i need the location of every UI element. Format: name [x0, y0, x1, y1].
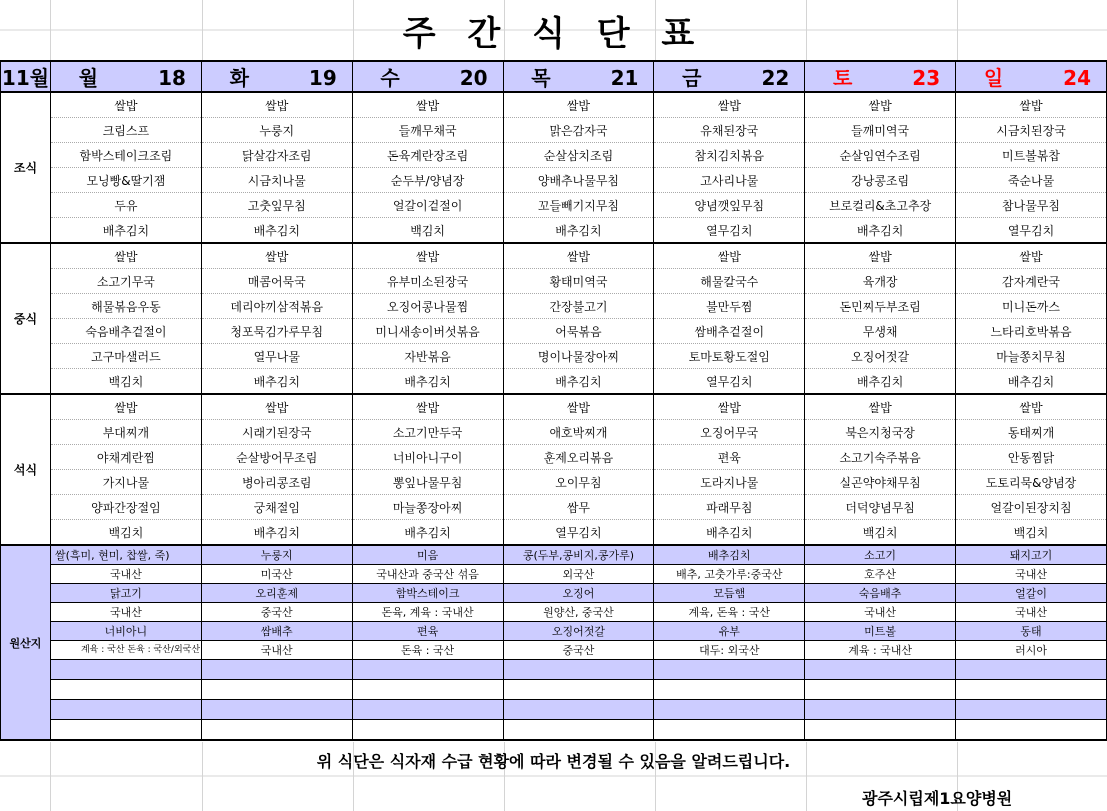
menu-row [1, 520, 1107, 546]
menu-cell: 쌀밥 [956, 394, 1107, 420]
origin-blank-cell [805, 700, 956, 720]
origin-cell: 유부 [654, 622, 805, 641]
month-cell: 11월 [1, 61, 51, 92]
menu-row [1, 243, 1107, 269]
origin-cell: 계육, 돈육 : 국산 [654, 603, 805, 622]
menu-cell: 명이나물장아찌 [503, 344, 654, 369]
origin-row [1, 622, 1107, 641]
day-date: 18 [158, 66, 186, 90]
menu-cell: 모닝빵&딸기잼 [50, 168, 201, 193]
menu-cell: 자반볶음 [352, 344, 503, 369]
origin-cell: 쌈배추 [201, 622, 352, 641]
menu-cell: 육개장 [805, 269, 956, 294]
origin-blank-row [1, 680, 1107, 700]
day-header [503, 61, 654, 92]
menu-cell: 백김치 [50, 520, 201, 546]
menu-cell: 쌀밥 [50, 394, 201, 420]
menu-cell: 오징어젓갈 [805, 344, 956, 369]
meal-label: 조식 [1, 92, 51, 243]
meal-label: 중식 [1, 243, 51, 394]
menu-cell: 순두부/양념장 [352, 168, 503, 193]
menu-row [1, 269, 1107, 294]
menu-cell: 쌀밥 [352, 92, 503, 118]
menu-cell: 양배추나물무침 [503, 168, 654, 193]
menu-cell: 배추김치 [201, 218, 352, 244]
menu-cell: 고사리나물 [654, 168, 805, 193]
menu-cell: 순살임연수조림 [805, 143, 956, 168]
menu-cell: 쌀밥 [956, 92, 1107, 118]
origin-cell: 쌀(흑미, 현미, 찹쌀, 죽) [50, 545, 201, 565]
menu-cell: 유부미소된장국 [352, 269, 503, 294]
origin-cell: 국내산 [805, 603, 956, 622]
origin-cell: 러시아 [956, 641, 1107, 660]
menu-cell: 궁채절임 [201, 495, 352, 520]
menu-cell: 배추김치 [201, 369, 352, 395]
menu-cell: 도토리묵&양념장 [956, 470, 1107, 495]
menu-cell: 애호박찌개 [503, 420, 654, 445]
menu-row [1, 420, 1107, 445]
origin-cell: 돼지고기 [956, 545, 1107, 565]
origin-blank-cell [805, 680, 956, 700]
menu-row [1, 193, 1107, 218]
menu-cell: 열무나물 [201, 344, 352, 369]
origin-blank-cell [654, 700, 805, 720]
menu-cell: 시금치나물 [201, 168, 352, 193]
menu-cell: 강낭콩조림 [805, 168, 956, 193]
menu-cell: 시래기된장국 [201, 420, 352, 445]
menu-row [1, 218, 1107, 244]
origin-row [1, 641, 1107, 660]
origin-blank-cell [503, 680, 654, 700]
menu-cell: 감자계란국 [956, 269, 1107, 294]
origin-blank-cell [201, 700, 352, 720]
day-header [956, 61, 1107, 92]
menu-cell: 쌀밥 [805, 243, 956, 269]
menu-cell: 가지나물 [50, 470, 201, 495]
menu-cell: 배추김치 [805, 369, 956, 395]
origin-cell: 동태 [956, 622, 1107, 641]
menu-cell: 쌀밥 [50, 243, 201, 269]
menu-cell: 쌀밥 [654, 243, 805, 269]
menu-cell: 순살삼치조림 [503, 143, 654, 168]
menu-row [1, 143, 1107, 168]
day-date: 23 [912, 66, 941, 90]
menu-cell: 북은지청국장 [805, 420, 956, 445]
menu-cell: 해물칼국수 [654, 269, 805, 294]
menu-cell: 배추김치 [503, 369, 654, 395]
menu-cell: 더덕양념무침 [805, 495, 956, 520]
menu-cell: 열무김치 [956, 218, 1107, 244]
menu-cell: 순살방어무조림 [201, 445, 352, 470]
menu-cell: 오징어콩나물찜 [352, 294, 503, 319]
origin-cell: 모듬햄 [654, 584, 805, 603]
menu-cell: 안동찜닭 [956, 445, 1107, 470]
day-header [654, 61, 805, 92]
origin-blank-cell [201, 680, 352, 700]
menu-cell: 들깨무채국 [352, 118, 503, 143]
origin-cell: 얼갈이 [956, 584, 1107, 603]
day-header [201, 61, 352, 92]
origin-cell: 대두: 외국산 [654, 641, 805, 660]
origin-blank-cell [503, 720, 654, 741]
origin-blank-cell [805, 660, 956, 680]
origin-cell: 닭고기 [50, 584, 201, 603]
day-date: 22 [761, 66, 790, 90]
menu-cell: 쌀밥 [50, 92, 201, 118]
menu-cell: 쌀밥 [805, 92, 956, 118]
menu-cell: 백김치 [805, 520, 956, 546]
menu-cell: 매콤어묵국 [201, 269, 352, 294]
menu-cell: 무생채 [805, 319, 956, 344]
menu-cell: 유채된장국 [654, 118, 805, 143]
menu-cell: 마늘쫑치무침 [956, 344, 1107, 369]
menu-cell: 불만두찜 [654, 294, 805, 319]
menu-cell: 오이무침 [503, 470, 654, 495]
origin-cell: 미트볼 [805, 622, 956, 641]
origin-blank-cell [956, 720, 1107, 741]
origin-row [1, 584, 1107, 603]
day-name: 목 [531, 66, 551, 90]
menu-cell: 배추김치 [503, 218, 654, 244]
origin-label: 원산지 [1, 545, 51, 740]
menu-cell: 미니돈까스 [956, 294, 1107, 319]
menu-cell: 동태찌개 [956, 420, 1107, 445]
menu-cell: 두유 [50, 193, 201, 218]
origin-blank-cell [956, 700, 1107, 720]
origin-blank-cell [654, 680, 805, 700]
menu-cell: 열무김치 [654, 218, 805, 244]
menu-cell: 황태미역국 [503, 269, 654, 294]
origin-blank-cell [352, 680, 503, 700]
origin-blank-cell [956, 680, 1107, 700]
menu-row [1, 394, 1107, 420]
origin-cell: 함박스테이크 [352, 584, 503, 603]
origin-blank-cell [805, 720, 956, 741]
origin-cell: 오리훈제 [201, 584, 352, 603]
origin-cell: 중국산 [503, 641, 654, 660]
menu-cell: 쌈무 [503, 495, 654, 520]
origin-blank-cell [50, 720, 201, 741]
menu-cell: 쌀밥 [805, 394, 956, 420]
menu-row [1, 470, 1107, 495]
origin-blank-cell [956, 660, 1107, 680]
menu-cell: 크림스프 [50, 118, 201, 143]
menu-cell: 미니새송이버섯볶음 [352, 319, 503, 344]
menu-cell: 쌀밥 [654, 394, 805, 420]
menu-row [1, 92, 1107, 118]
menu-cell: 들깨미역국 [805, 118, 956, 143]
day-name: 토 [832, 66, 853, 90]
origin-cell: 오징어 [503, 584, 654, 603]
menu-cell: 쌀밥 [201, 92, 352, 118]
origin-cell: 계육 : 국내산 [805, 641, 956, 660]
origin-cell: 원양산, 중국산 [503, 603, 654, 622]
day-name: 수 [380, 66, 400, 90]
menu-cell: 양념깻잎무침 [654, 193, 805, 218]
menu-cell: 쌀밥 [654, 92, 805, 118]
origin-blank-cell [201, 660, 352, 680]
menu-cell: 쌀밥 [201, 243, 352, 269]
menu-cell: 도라지나물 [654, 470, 805, 495]
menu-cell: 닭살감자조림 [201, 143, 352, 168]
day-header [50, 61, 201, 92]
menu-cell: 어묵볶음 [503, 319, 654, 344]
origin-blank-row [1, 700, 1107, 720]
menu-cell: 오징어무국 [654, 420, 805, 445]
menu-cell: 부대찌개 [50, 420, 201, 445]
origin-cell: 배추김치 [654, 545, 805, 565]
menu-cell: 누룽지 [201, 118, 352, 143]
origin-cell: 소고기 [805, 545, 956, 565]
menu-cell: 꼬들빼기지무침 [503, 193, 654, 218]
menu-cell: 양파간장절임 [50, 495, 201, 520]
menu-cell: 함박스테이크조림 [50, 143, 201, 168]
menu-cell: 미트볼볶찹 [956, 143, 1107, 168]
origin-row [1, 603, 1107, 622]
origin-cell: 누룽지 [201, 545, 352, 565]
menu-row [1, 168, 1107, 193]
menu-cell: 배추김치 [50, 218, 201, 244]
origin-blank-cell [352, 660, 503, 680]
origin-blank-cell [352, 720, 503, 741]
day-date: 19 [308, 66, 337, 90]
menu-cell: 고춧잎무침 [201, 193, 352, 218]
menu-cell: 숙음배추겉절이 [50, 319, 201, 344]
menu-row [1, 495, 1107, 520]
menu-row [1, 118, 1107, 143]
menu-cell: 쌀밥 [503, 243, 654, 269]
menu-cell: 배추김치 [956, 369, 1107, 395]
menu-cell: 배추김치 [805, 218, 956, 244]
menu-cell: 쌈배추겉절이 [654, 319, 805, 344]
page-title: 주 간 식 단 표 [402, 14, 705, 54]
origin-cell: 배추, 고춧가루:중국산 [654, 565, 805, 584]
menu-row [1, 319, 1107, 344]
origin-cell: 국내산과 중국산 섞음 [352, 565, 503, 584]
origin-cell: 미국산 [201, 565, 352, 584]
menu-cell: 고구마샐러드 [50, 344, 201, 369]
menu-cell: 맑은감자국 [503, 118, 654, 143]
menu-cell: 야채계란찜 [50, 445, 201, 470]
menu-cell: 쌀밥 [503, 394, 654, 420]
origin-row [1, 545, 1107, 565]
menu-cell: 마늘쫑장아찌 [352, 495, 503, 520]
menu-cell: 죽순나물 [956, 168, 1107, 193]
menu-cell: 소고기숙주볶음 [805, 445, 956, 470]
menu-cell: 브로컬리&초고추장 [805, 193, 956, 218]
origin-blank-cell [50, 700, 201, 720]
menu-cell: 참치김치볶음 [654, 143, 805, 168]
menu-cell: 돈민찌두부조림 [805, 294, 956, 319]
origin-cell: 너비아니 [50, 622, 201, 641]
day-date: 21 [610, 66, 639, 90]
origin-cell: 오징어젓갈 [503, 622, 654, 641]
day-name: 금 [682, 66, 702, 90]
menu-cell: 느타리호박볶음 [956, 319, 1107, 344]
menu-cell: 토마토황도절임 [654, 344, 805, 369]
menu-cell: 쌀밥 [352, 243, 503, 269]
menu-row [1, 445, 1107, 470]
origin-blank-row [1, 720, 1107, 741]
menu-cell: 파래무침 [654, 495, 805, 520]
origin-blank-cell [201, 720, 352, 741]
menu-cell: 참나물무침 [956, 193, 1107, 218]
menu-cell: 백김치 [50, 369, 201, 395]
menu-cell: 쌀밥 [503, 92, 654, 118]
menu-cell: 편육 [654, 445, 805, 470]
menu-cell: 백김치 [956, 520, 1107, 546]
day-date: 24 [1063, 66, 1092, 90]
day-header [352, 61, 503, 92]
origin-cell: 미음 [352, 545, 503, 565]
menu-cell: 쌀밥 [956, 243, 1107, 269]
menu-cell: 너비아니구이 [352, 445, 503, 470]
menu-cell: 쌀밥 [352, 394, 503, 420]
origin-cell: 편육 [352, 622, 503, 641]
menu-cell: 해물볶음우동 [50, 294, 201, 319]
menu-cell: 뽕잎나물무침 [352, 470, 503, 495]
menu-cell: 열무김치 [654, 369, 805, 395]
origin-cell: 돈육, 계육 : 국내산 [352, 603, 503, 622]
origin-blank-cell [654, 660, 805, 680]
menu-cell: 소고기만두국 [352, 420, 503, 445]
hospital-name: 광주시립제1요양병원 [862, 789, 1013, 808]
menu-cell: 배추김치 [352, 520, 503, 546]
origin-blank-cell [654, 720, 805, 741]
day-name: 일 [983, 66, 1004, 90]
menu-cell: 얼갈이겉절이 [352, 193, 503, 218]
menu-cell: 배추김치 [201, 520, 352, 546]
menu-cell: 얼갈이된장치침 [956, 495, 1107, 520]
menu-cell: 병아리콩조림 [201, 470, 352, 495]
notice-text: 위 식단은 식자재 수급 현황에 따라 변경될 수 있음을 알려드립니다. [316, 752, 791, 771]
day-name: 화 [229, 66, 249, 90]
header-row [1, 61, 1107, 92]
day-date: 20 [459, 66, 488, 90]
origin-cell: 국내산 [50, 565, 201, 584]
menu-cell: 데리야끼삼적볶음 [201, 294, 352, 319]
menu-row [1, 369, 1107, 395]
menu-cell: 훈제오리볶음 [503, 445, 654, 470]
menu-table [0, 60, 1107, 741]
menu-cell: 소고기무국 [50, 269, 201, 294]
origin-row [1, 565, 1107, 584]
menu-cell: 백김치 [352, 218, 503, 244]
menu-cell: 쌀밥 [201, 394, 352, 420]
origin-blank-cell [352, 700, 503, 720]
origin-cell: 돈육 : 국산 [352, 641, 503, 660]
origin-cell: 외국산 [503, 565, 654, 584]
origin-blank-cell [50, 660, 201, 680]
origin-cell: 계육 : 국산 돈육 : 국산/외국산 [50, 641, 201, 660]
menu-row [1, 294, 1107, 319]
origin-blank-cell [50, 680, 201, 700]
menu-cell: 실곤약야채무침 [805, 470, 956, 495]
origin-cell: 국내산 [201, 641, 352, 660]
meal-label: 석식 [1, 394, 51, 545]
menu-cell: 시금치된장국 [956, 118, 1107, 143]
origin-cell: 국내산 [956, 565, 1107, 584]
day-name: 월 [78, 66, 99, 90]
menu-cell: 청포묵김가루무침 [201, 319, 352, 344]
origin-blank-cell [503, 660, 654, 680]
origin-blank-cell [503, 700, 654, 720]
menu-cell: 돈육계란장조림 [352, 143, 503, 168]
origin-cell: 국내산 [956, 603, 1107, 622]
menu-cell: 열무김치 [503, 520, 654, 546]
menu-cell: 배추김치 [654, 520, 805, 546]
day-header [805, 61, 956, 92]
menu-cell: 배추김치 [352, 369, 503, 395]
origin-cell: 호주산 [805, 565, 956, 584]
origin-cell: 국내산 [50, 603, 201, 622]
origin-cell: 콩(두부,콩비지,콩가루) [503, 545, 654, 565]
origin-cell: 숙음배추 [805, 584, 956, 603]
menu-row [1, 344, 1107, 369]
menu-cell: 간장불고기 [503, 294, 654, 319]
origin-cell: 중국산 [201, 603, 352, 622]
origin-blank-row [1, 660, 1107, 680]
